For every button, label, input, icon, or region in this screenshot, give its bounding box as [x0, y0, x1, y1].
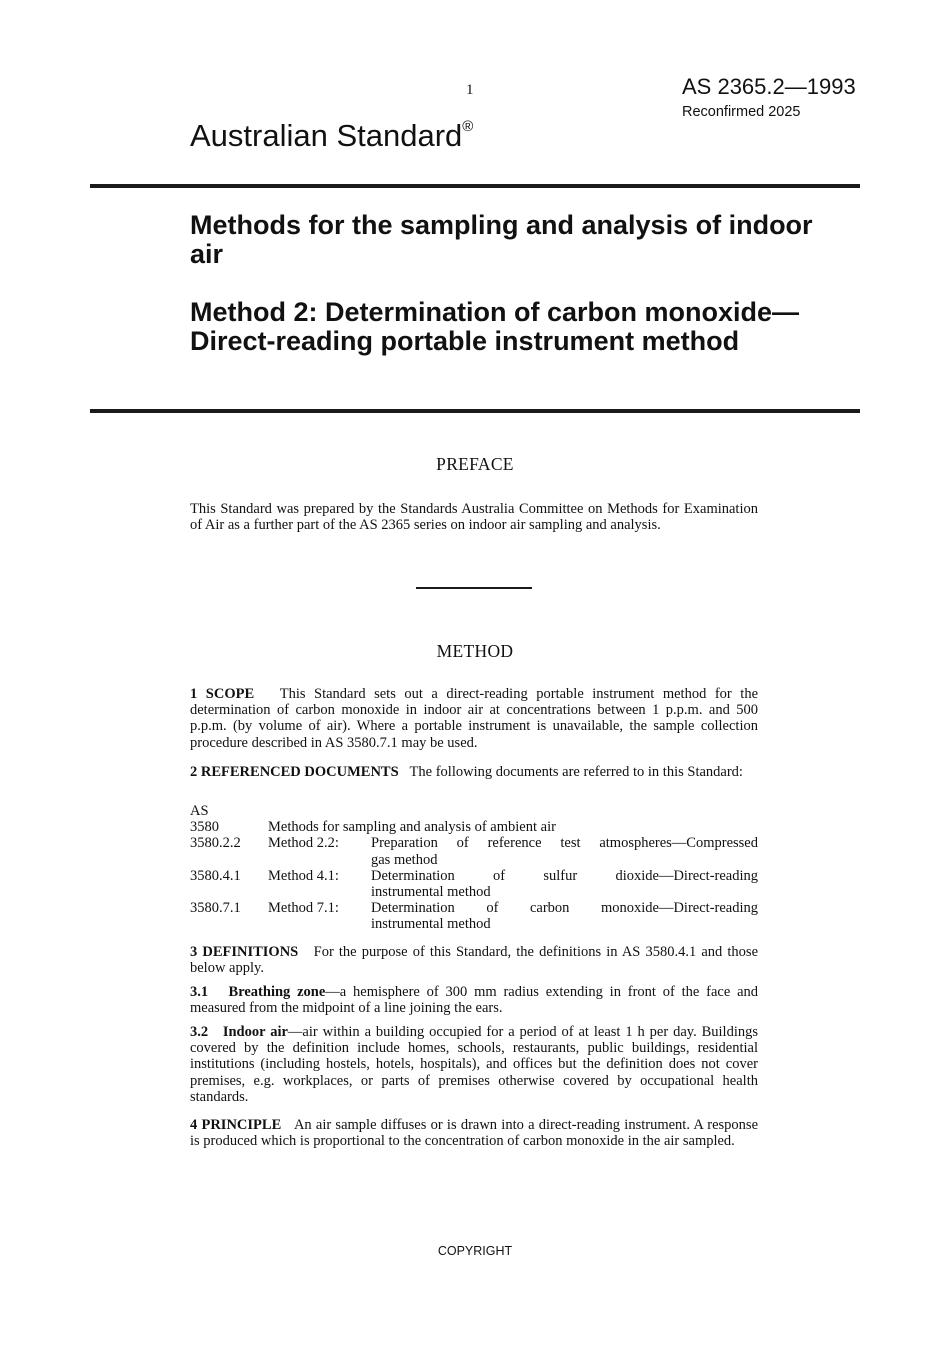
doc-title: Determination of sulfur dioxide—Direct-reading [371, 867, 758, 884]
refdocs-label: 2 REFERENCED DOCUMENTS [190, 764, 399, 780]
definitions-text: For the purpose of this Standard, the definitions in AS 3580.4.1 and those below apply. [190, 944, 759, 977]
bottom-divider [90, 409, 860, 413]
doc-row [190, 900, 758, 916]
definition-indoor-air [190, 1024, 758, 1105]
registered-mark: ® [462, 117, 474, 135]
definition-term: Breathing zone [228, 984, 326, 1000]
top-divider [90, 184, 860, 188]
doc-title: Preparation of reference test atmospheres—Compressed [371, 835, 758, 852]
principle-label: 4 PRINCIPLE [190, 1117, 282, 1133]
method-heading: METHOD [436, 641, 514, 661]
doc-row [190, 819, 758, 835]
docs-prefix: AS [190, 803, 209, 819]
doc-method: Method 4.1: [268, 867, 339, 884]
referenced-documents-section [190, 764, 758, 780]
preface-heading: PREFACE [436, 454, 514, 474]
preface-paragraph: This Standard was prepared by the Standards Australia Committee on Methods for Examination of Air as a further part of the AS 2365 series on indoor air sampling and analysis. [190, 501, 758, 534]
doc-row [190, 868, 758, 884]
doc-method: Method 2.2: [268, 835, 339, 852]
definition-term: Indoor air [222, 1024, 288, 1040]
scope-section [190, 686, 758, 751]
doc-title-continued: gas method [371, 851, 438, 868]
refdocs-text: The following documents are referred to in this Standard: [409, 764, 743, 780]
scope-label: 1 SCOPE [190, 686, 255, 702]
referenced-documents-list [190, 803, 758, 933]
definition-text: —air within a building occupied for a period of at least 1 h per day. Buildings covered by the definition include homes, schools, restaurants, public buildings, residential institutions (including hostels, hotels, hospitals), and offices but the definition does not cover premises, e.g. workplaces, or parts of premises otherwise covered by occupational health standards. [190, 1024, 758, 1105]
brand-title [190, 118, 473, 154]
doc-code: 3580.4.1 [190, 867, 241, 884]
definitions-section [190, 944, 758, 976]
copyright-footer: COPYRIGHT [437, 1244, 513, 1258]
brand-text: Australian Standard [190, 118, 463, 153]
doc-title: Methods for sampling and analysis of ambient air [268, 819, 556, 836]
standard-code: AS 2365.2—1993 [682, 74, 856, 99]
doc-title-continued: instrumental method [371, 884, 491, 901]
doc-method: Method 7.1: [268, 900, 339, 917]
doc-code: 3580.7.1 [190, 900, 241, 917]
doc-row-continuation [190, 852, 758, 868]
doc-code: 3580.2.2 [190, 835, 241, 852]
definition-text: —a hemisphere of 300 mm radius extending in front of the face and measured from the midpoint of a line joining the ears. [190, 984, 759, 1017]
document-subtitle: Method 2: Determination of carbon monoxide—Direct-reading portable instrument method [190, 297, 800, 356]
document-title: Methods for the sampling and analysis of indoor air [190, 210, 813, 269]
definition-number: 3.2 [190, 1024, 209, 1040]
reconfirmed-note: Reconfirmed 2025 [682, 104, 801, 120]
doc-row-continuation [190, 916, 758, 932]
definition-breathing-zone [190, 984, 758, 1016]
definitions-label: 3 DEFINITIONS [190, 944, 299, 960]
definition-number: 3.1 [190, 984, 209, 1000]
doc-title: Determination of carbon monoxide—Direct-reading [371, 900, 758, 917]
doc-title-continued: instrumental method [371, 916, 491, 933]
scope-text: This Standard sets out a direct-reading portable instrument method for the determination of carbon monoxide in indoor air at concentrations between 1 p.p.m. and 500 p.p.m. (by volume of air). Where a portable instrument is unavailable, the sample collection procedure described in AS 3580.7.1 may be used. [190, 686, 759, 751]
doc-code: 3580 [190, 819, 219, 836]
section-separator [416, 587, 532, 589]
doc-row [190, 835, 758, 851]
page-number: 1 [466, 82, 474, 98]
principle-text: An air sample diffuses or is drawn into a direct-reading instrument. A response is produced which is proportional to the concentration of carbon monoxide in the air sampled. [190, 1117, 759, 1150]
doc-row-continuation [190, 884, 758, 900]
principle-section [190, 1117, 758, 1149]
